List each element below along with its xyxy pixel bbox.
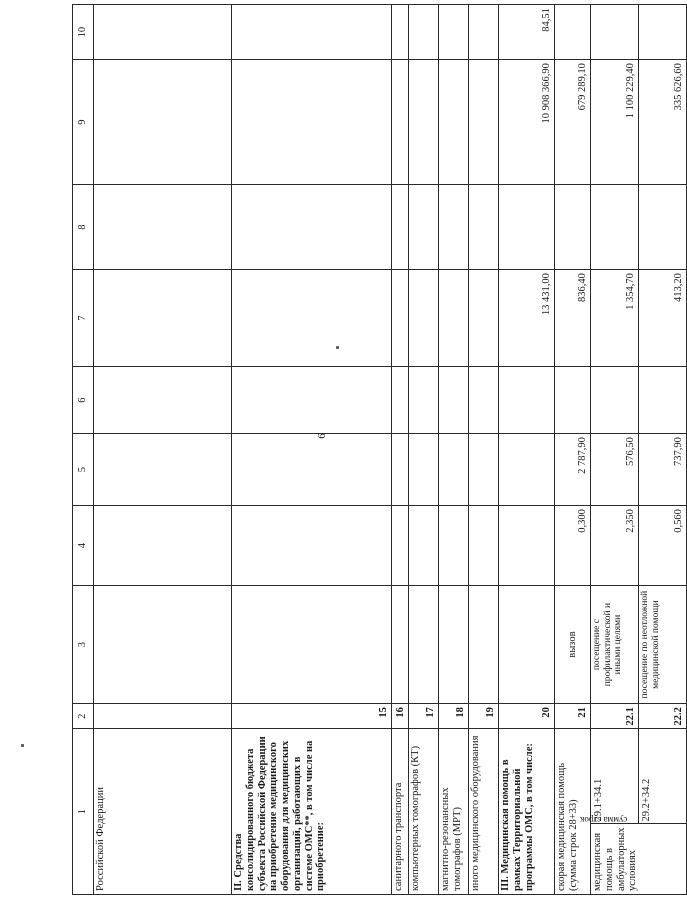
- scan-speck: [336, 346, 339, 349]
- row-label: II. Средства консолидированного бюджета субъекта Российской Федерации на приобретение медицинского оборудования для медицинских организаций, работающих в системе ОМС**, в том числе на приобретение:: [232, 729, 392, 895]
- table-row: [499, 5, 555, 895]
- row-label: магнитно-резонансных томографов (МРТ): [439, 729, 469, 895]
- table-row: [591, 5, 639, 895]
- cell-value: 2,350: [591, 506, 639, 586]
- unit-cell: вызов: [555, 586, 591, 704]
- sum-cell: [639, 729, 687, 824]
- cell-value: 84,51: [499, 5, 555, 60]
- cell-value: 10 908 366,90: [499, 60, 555, 185]
- row-label: санитарного транспорта: [392, 729, 409, 895]
- cell-value: 836,40: [555, 270, 591, 367]
- line-number: 22.1: [591, 704, 639, 729]
- col-header-10: 10: [73, 5, 94, 60]
- row-label: III. Медицинская помощь в рамках Территориальной программы ОМС, в том числе:: [499, 729, 555, 895]
- row-label: компьютерных томографов (КТ): [409, 729, 439, 895]
- amb-label: медицинская помощь в амбулаторных условиях: [591, 824, 687, 895]
- row-label: скорая медицинская помощь (сумма строк 28+33): [555, 729, 591, 895]
- col-header-2: 2: [73, 704, 94, 729]
- cell-value: 576,50: [591, 434, 639, 506]
- col-header-6: 6: [73, 367, 94, 434]
- unit-cell: посещение по неотложной медицинской помощи: [639, 586, 687, 704]
- line-number: 21: [555, 704, 591, 729]
- sum-caption: сумма строк: [580, 815, 628, 825]
- table-row: [232, 5, 392, 895]
- table-row: [439, 5, 469, 895]
- line-number: 17: [409, 704, 439, 729]
- scan-speck: [21, 744, 24, 747]
- cell-value: 0,300: [555, 506, 591, 586]
- col-header-3: 3: [73, 586, 94, 704]
- line-number: 19: [469, 704, 499, 729]
- page-number: 6: [315, 433, 328, 439]
- cell-value: 1 354,70: [591, 270, 639, 367]
- col-header-8: 8: [73, 185, 94, 270]
- line-number: 22.2: [639, 704, 687, 729]
- table-row: [409, 5, 439, 895]
- header-row: [73, 5, 94, 895]
- table-row: [94, 5, 232, 895]
- sum-formula: 29.2+34.2: [641, 778, 652, 822]
- cell-value: 1 100 229,40: [591, 60, 639, 185]
- line-number: 15: [232, 704, 392, 729]
- unit-cell: посещение с профилактической и иными целями: [591, 586, 639, 704]
- budget-table: [72, 4, 687, 895]
- col-header-1: 1: [73, 729, 94, 895]
- col-header-9: 9: [73, 60, 94, 185]
- table-row: [639, 5, 687, 895]
- row-label: иного медицинского оборудования: [469, 729, 499, 895]
- sum-formula: 29.1+34.1: [593, 778, 604, 822]
- sum-caption-anchor: [566, 840, 567, 841]
- cell-value: 2 787,90: [555, 434, 591, 506]
- cell-value: 737,90: [639, 434, 687, 506]
- col-header-4: 4: [73, 506, 94, 586]
- cell-value: 0,560: [639, 506, 687, 586]
- line-number: 20: [499, 704, 555, 729]
- col-header-7: 7: [73, 270, 94, 367]
- line-number: 16: [392, 704, 409, 729]
- cell-value: 413,20: [639, 270, 687, 367]
- cell-value: 13 431,00: [499, 270, 555, 367]
- line-number: 18: [439, 704, 469, 729]
- subject-cell: Российской Федерации: [94, 729, 232, 895]
- table-row: [469, 5, 499, 895]
- cell-value: 335 626,60: [639, 60, 687, 185]
- col-header-5: 5: [73, 434, 94, 506]
- table-row: [392, 5, 409, 895]
- table-row: [555, 5, 591, 895]
- cell-value: 679 289,10: [555, 60, 591, 185]
- sum-cell: [591, 729, 639, 824]
